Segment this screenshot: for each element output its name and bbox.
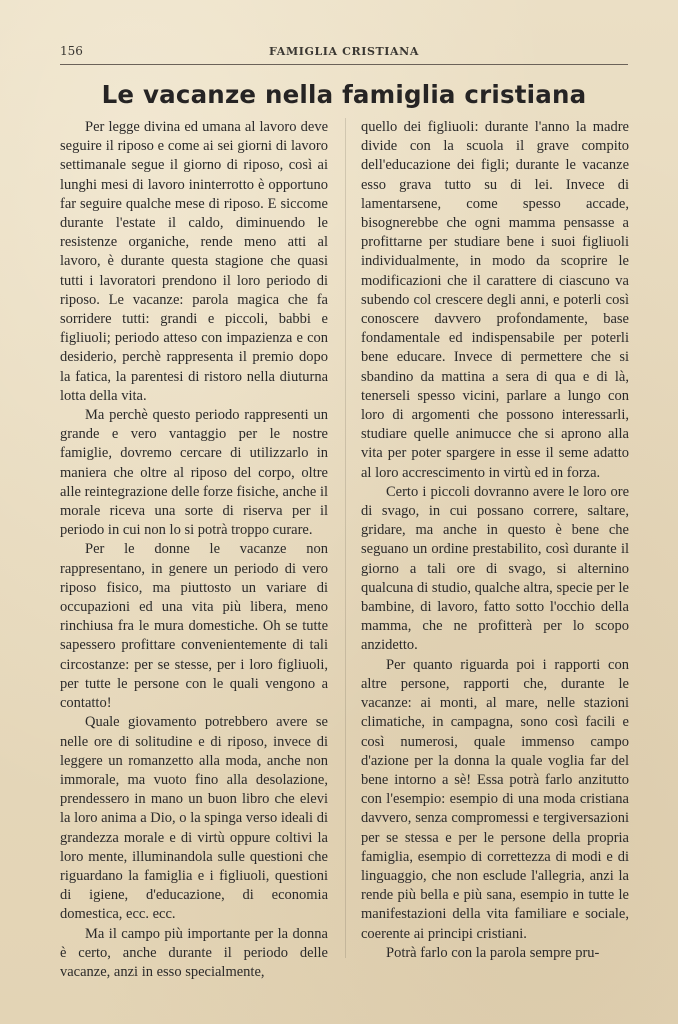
paragraph: quello dei figliuoli: durante l'anno la madre divide con la scuola il grave compito dell'educazione dei figli; durante le vacanze esso grava tutto su di lei. Invece di lamentarsene, come spesso accade, bisognerebbe che ogni mamma pensasse a profittarne per studiare bene i suoi figliuoli individualmente, in modo da scoprire le modificazioni che il carattere di ciascuno va subendo col crescere degli anni, e poterli così conoscere davvero profondamente, base fondamentale ed indispensabile per poterli bene educare. Invece di permettere che si sbandino da mattina a sera di qua e di là, tenerseli spesso vicini, parlare a lungo con loro di argomenti che possono interessarli, studiare quelle animucce che si aprono alla vita per poter spargere in esse il seme adatto al loro accrescimento in virtù ed in forza. (361, 119, 629, 481)
paragraph: Certo i piccoli dovranno avere le loro ore di svago, in cui possano correre, saltare, gridare, ma anche in questo è bene che seguano un ordine prestabilito, così durante il giorno a tali ore di svago, si alternino qualcuna di studio, qualche altra, specie per le bambine, di lavoro, fatto sotto l'occhio della mamma, che ne profitterà per lo scopo anzidetto. (361, 483, 629, 654)
paragraph: Ma il campo più importante per la donna è certo, anche durante il periodo delle vacanze, anzi in esso specialmente, (60, 925, 328, 980)
left-column (60, 118, 328, 982)
page-number: 156 (60, 44, 83, 58)
paragraph: Per le donne le vacanze non rappresentano, in genere un periodo di vero riposo fisico, ma piuttosto un variare di occupazioni ed una vita più libera, meno rinchiusa fra le mura domestiche. Oh se tutte sapessero profittare convenientemente di tali circostanze: per se stesse, per i loro figliuoli, per tutte le persone con le quali vengono a contatto! (60, 541, 328, 712)
column-divider (345, 118, 346, 958)
paragraph: Ma perchè questo periodo rappresenti un grande e vero vantaggio per le nostre famiglie, dovremo cercare di utilizzarlo in maniera che oltre al riposo del corpo, oltre alle reintegrazione delle forze fisiche, anche il morale riceva una sorte di riserva per il periodo in cui non lo si potrà troppo curare. (60, 407, 328, 539)
journal-title: FAMIGLIA CRISTIANA (269, 45, 419, 58)
running-head (60, 40, 628, 60)
header-rule (60, 64, 628, 65)
paragraph: Per legge divina ed umana al lavoro deve seguire il riposo e come ai sei giorni di lavoro settimanale segue il giorno di riposo, così ai lunghi mesi di lavoro ininterrotto è opportuno far seguire qualche mese di riposo. E siccome durante l'estate il caldo, diminuendo le resistenze organiche, rende meno atti al lavoro, è durante questa stagione che quasi tutti i lavoratori prendono il loro periodo di riposo. Le vacanze: parola magica che fa sorridere tutti: grandi e piccoli, babbi e figliuoli; periodo atteso con impazienza e con desiderio, perchè rappresenta il premio dopo la fatica, la parentesi di ristoro nella diuturna lotta della vita. (60, 119, 328, 404)
paragraph: Per quanto riguarda poi i rapporti con altre persone, rapporti che, durante le vacanze: ai monti, al mare, nelle stazioni climatiche, in campagna, sono così facili e così numerosi, quale immenso campo d'azione per la donna la quale voglia far del bene intorno a sè! Essa potrà farlo anzitutto con l'esempio: esempio di una moda cristiana davvero, senza compromessi e tergiversazioni per se stessa e per le persone della propria famiglia, esempio di correttezza di modi e di linguaggio, che non esclude l'allegria, anzi la rende più bella e più sana, esempio in tutte le manifestazioni della vita familiare e sociale, coerente ai principi cristiani. (361, 656, 629, 942)
paragraph: Potrà farlo con la parola sempre pru- (386, 944, 600, 961)
article-body (60, 118, 628, 978)
right-column (361, 118, 629, 963)
paragraph: Quale giovamento potrebbero avere se nelle ore di solitudine e di riposo, invece di leggere un romanzetto alla moda, anche non immorale, ma vuoto fino alla desolazione, prendessero in mano un buon libro che elevi la loro anima a Dio, o la spinga verso ideali di grandezza morale e di virtù oppure coltivi la loro mente, illuminandola sulle questioni che riguardano la famiglia e i figliuoli, questioni di igiene, d'educazione, di economia domestica, ecc. ecc. (60, 714, 328, 923)
article-title: Le vacanze nella famiglia cristiana (101, 80, 587, 109)
